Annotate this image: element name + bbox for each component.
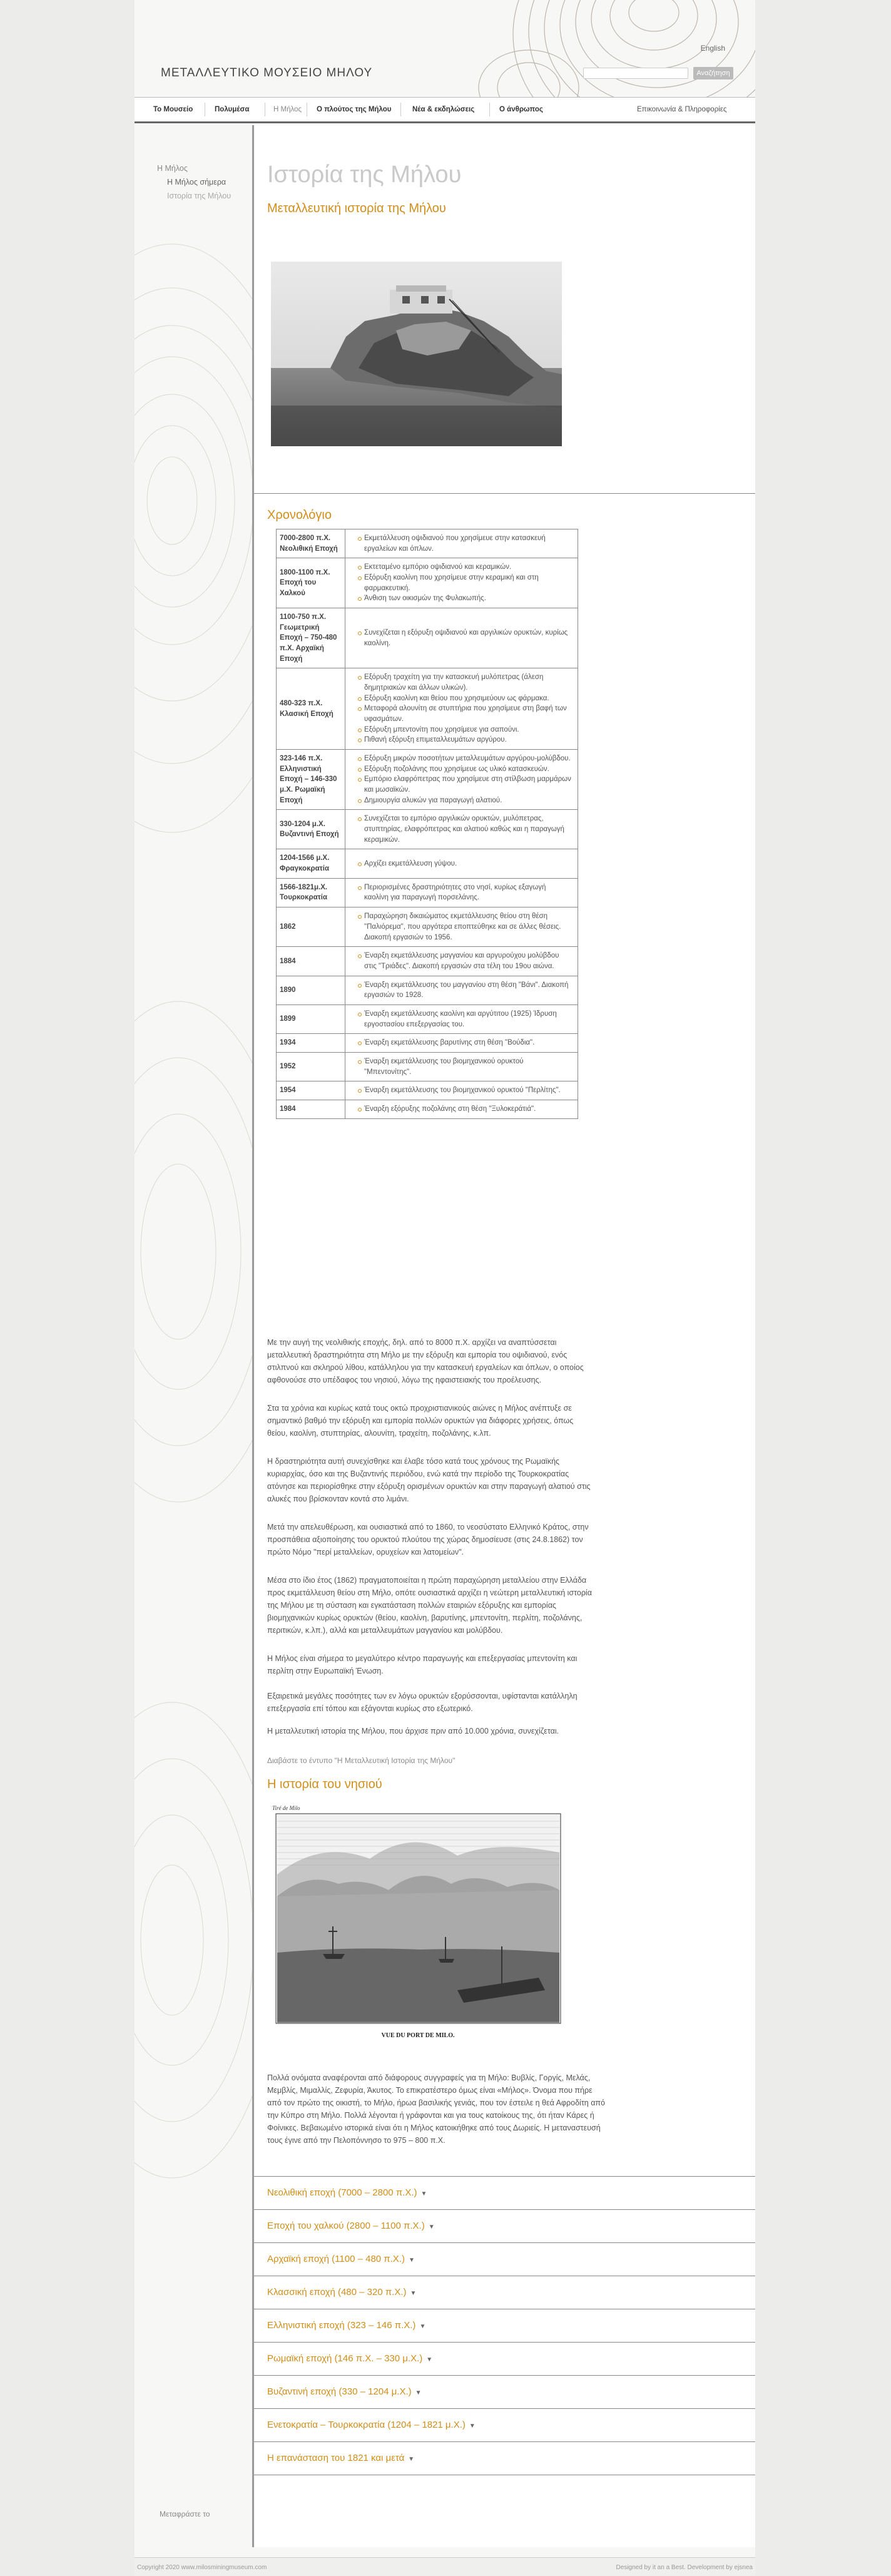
chronology-description (345, 1052, 578, 1081)
accordion-item[interactable] (267, 2343, 743, 2375)
accordion-label: Ρωμαϊκή εποχή (146 π.Χ. – 330 μ.Χ.) (267, 2353, 423, 2364)
engraving-corner-text: Tiré de Milo (272, 1805, 300, 1811)
chronology-description (345, 529, 578, 558)
paragraph: Μετά την απελευθέρωση, και ουσιαστικά από το 1860, το νεοσύστατο Ελληνικό Κράτος, στην προσπάθεια αξιοποίησης του ορυκτού πλούτου της χώρας δημοσίευσε (στις 24.8.1862) τον πρώτο Νόμο "περί μεταλλείων, ορυχείων και λατομείων". (267, 1523, 589, 1556)
chronology-row (277, 810, 578, 849)
sidebar-item-history[interactable]: Ιστορία της Μήλου (167, 192, 232, 200)
chevron-down-icon: ▼ (408, 2456, 415, 2463)
nav-item-museum[interactable]: Το Μουσείο (153, 106, 193, 113)
chronology-table (276, 529, 578, 1119)
chronology-bullet: Εξόρυξη καολίνη που χρησίμευε στην κεραμική και στη φαρμακευτική. (364, 573, 571, 593)
page-title: Ιστορία της Μήλου (267, 161, 462, 188)
chronology-period: 323-146 π.Χ. Ελληνιστική Εποχή – 146-330 μ.Χ. Ρωμαϊκή Εποχή (277, 750, 345, 810)
main-nav (135, 97, 755, 123)
chronology-row (277, 878, 578, 907)
accordion-item[interactable] (267, 2409, 743, 2441)
chronology-row (277, 1004, 578, 1033)
chronology-description (345, 558, 578, 608)
accordion-item[interactable] (267, 2210, 743, 2242)
footer (135, 2557, 755, 2576)
accordion-label: Εποχή του χαλκού (2800 – 1100 π.Χ.) (267, 2221, 425, 2231)
chronology-row (277, 849, 578, 878)
accordion-item[interactable] (267, 2276, 743, 2309)
chronology-row (277, 1052, 578, 1081)
paragraph: Στα τα χρόνια και κυρίως κατά τους οκτώ προχριστιανικούς αιώνες η Μήλος ανέπτυξε σε σημαντικό βαθμό την εξόρυξη και εμπορία πολλών ορυκτών για διάφορες χρήσεις, όπως θείου, καολίνη, στυπτηρίας, αλουνίτη, τραχείτη, ποζολάνης, κ.λπ. (267, 1404, 574, 1438)
accordion-label: Αρχαϊκή εποχή (1100 – 480 π.Χ.) (267, 2254, 405, 2264)
accordion-item[interactable] (267, 2177, 743, 2209)
chronology-description (345, 668, 578, 750)
nav-item-multimedia[interactable]: Πολυμέσα (215, 106, 250, 113)
chronology-bullet: Παραχώρηση δικαιώματος εκμετάλλευσης θείου στη θέση "Παλιόρεμα", που αργότερα εποπτεύθηκε και σε άλλες θέσεις. Διακοπή εργασιών το 1956. (364, 911, 571, 943)
copyright: Copyright 2020 www.milosminingmuseum.com (137, 2564, 267, 2571)
island-paragraph: Πολλά ονόματα αναφέρονται από διάφορους συγγραφείς για τη Μήλο: Βυβλίς, Γοργίς, Μελάς, Μεμβλίς, Μιμαλλίς, Ζεφυρία, Άκυτος. Το επικρατέστερο όμως είναι «Μήλος». Όνομα που πήρε από τον πρώτο της οικιστή, το Μήλο, ήρωα βασιλικής γενιάς, που τον έστειλε η θεά Αφροδίτη από την Κύπρο στη Μήλο. Πολλά λέγονται ή γράφονται και για τους κατοίκους της, ότι ήταν Κάρες ή Φοίνικες. Βεβαιωμένο ιστορικά είναι ότι η Μήλος κατοικήθηκε από τους Δωριείς. Η μεταναστευσή τους έγινε από την Πελοπόννησο το 975 – 800 π.Χ. (267, 2073, 605, 2145)
chronology-bullet: Εκμετάλλευση οψιδιανού που χρησίμευε στην κατασκευή εργαλείων και όπλων. (364, 533, 571, 554)
chronology-period: 1884 (277, 947, 345, 976)
chevron-down-icon: ▼ (426, 2356, 433, 2363)
chronology-bullet: Πιθανή εξόρυξη επιμεταλλευμάτων αργύρου. (364, 735, 571, 745)
accordion-label: Βυζαντινή εποχή (330 – 1204 μ.Χ.) (267, 2386, 412, 2397)
chronology-bullet: Εξόρυξη μπεντονίτη που χρησίμευε για σαπούνι. (364, 725, 571, 735)
search-input[interactable] (583, 68, 688, 79)
chevron-down-icon: ▼ (469, 2423, 476, 2430)
chronology-period: 7000-2800 π.Χ. Νεολιθική Εποχή (277, 529, 345, 558)
nav-item-news[interactable]: Νέα & εκδηλώσεις (412, 106, 475, 113)
engraving-caption: VUE DU PORT DE MILO. (381, 2032, 455, 2039)
chevron-down-icon: ▼ (408, 2257, 415, 2264)
chronology-description (345, 878, 578, 907)
chronology-row (277, 750, 578, 810)
chronology-description (345, 1034, 578, 1053)
chronology-bullet: Εξόρυξη ποζολάνης που χρησίμευε ως υλικό κατασκευών. (364, 764, 571, 775)
chronology-description (345, 608, 578, 668)
sidebar-item-milos-today[interactable]: Η Μήλος σήμερα (167, 178, 227, 187)
accordion-item[interactable] (267, 2309, 743, 2342)
chronology-bullet: Έναρξη εκμετάλλευσης μαγγανίου και αργυρούχου μολύβδου στις "Τριάδες". Διακοπή εργασιών στα τέλη του 19ου αιώνα. (364, 951, 571, 971)
site-title[interactable]: ΜΕΤΑΛΛΕΥΤΙΚΟ ΜΟΥΣΕΙΟ ΜΗΛΟΥ (161, 66, 373, 79)
page (135, 0, 755, 2576)
chronology-bullet: Εξόρυξη μικρών ποσοτήτων μεταλλευμάτων αργύρου-μολύβδου. (364, 754, 571, 764)
chronology-row (277, 608, 578, 668)
chevron-down-icon: ▼ (415, 2389, 422, 2396)
nav-separator (400, 103, 401, 116)
nav-separator (489, 103, 490, 116)
chronology-bullet: Έναρξη εκμετάλλευσης του μαγγανίου στη θέση "Βάνι". Διακοπή εργασιών το 1928. (364, 980, 571, 1001)
chronology-bullet: Άνθιση των οικισμών της Φυλακωπής. (364, 593, 571, 604)
chronology-period: 1984 (277, 1100, 345, 1118)
accordion-item[interactable] (267, 2243, 743, 2276)
nav-item-contact[interactable]: Επικοινωνία & Πληροφορίες (637, 106, 727, 113)
chronology-period: 1890 (277, 976, 345, 1004)
chronology-row (277, 907, 578, 947)
chronology-bullet: Εμπόριο ελαφρόπετρας που χρησίμευε στη στίλβωση μαρμάρων και μωσαϊκών. (364, 774, 571, 795)
chronology-bullet: Εκτεταμένο εμπόριο οψιδιανού και κεραμικών. (364, 562, 571, 573)
chronology-description (345, 1081, 578, 1100)
sidebar-item-milos[interactable]: Η Μήλος (157, 164, 188, 173)
chronology-row (277, 1100, 578, 1118)
accordion-label: Ελληνιστική εποχή (323 – 146 π.Χ.) (267, 2320, 416, 2331)
chevron-down-icon: ▼ (420, 2190, 427, 2197)
chronology-period: 1934 (277, 1034, 345, 1053)
chronology-description (345, 976, 578, 1004)
photo-mining-building (271, 262, 562, 446)
chronology-bullet: Έναρξη εκμετάλλευσης βαρυτίνης στη θέση "Βούδια". (364, 1038, 571, 1048)
brochure-link[interactable]: Διαβάστε το έντυπο "Η Μεταλλευτική Ιστορία της Μήλου" (267, 1756, 456, 1765)
chronology-period: 1566-1821μ.Χ. Τουρκοκρατία (277, 878, 345, 907)
accordion-item[interactable] (267, 2376, 743, 2408)
chronology-row (277, 529, 578, 558)
chronology-bullet: Αρχίζει εκμετάλλευση γύψου. (364, 859, 571, 869)
sidebar (135, 125, 252, 2576)
chronology-bullet: Συνεχίζεται η εξόρυξη οψιδιανού και αργιλικών ορυκτών, κυρίως καολίνη. (364, 628, 571, 648)
credits[interactable]: Designed by it an a Best. Development by ejsnea (616, 2564, 753, 2571)
chronology-period: 1100-750 π.Χ. Γεωμετρική Εποχή – 750-480 π.Χ. Αρχαϊκή Εποχή (277, 608, 345, 668)
paragraph: Η μεταλλευτική ιστορία της Μήλου, που άρχισε πριν από 10.000 χρόνια, συνεχίζεται. (267, 1727, 559, 1735)
accordion-label: Ενετοκρατία – Τουρκοκρατία (1204 – 1821 μ.Χ.) (267, 2420, 466, 2430)
chronology-period: 1954 (277, 1081, 345, 1100)
chronology-period: 480-323 π.Χ. Κλασική Εποχή (277, 668, 345, 750)
chevron-down-icon: ▼ (428, 2224, 435, 2231)
paragraph: Εξαιρετικά μεγάλες ποσότητες των εν λόγω ορυκτών εξορύσσονται, υφίστανται κατάλληλη επεξεργασία επί τόπου και εξάγονται κυρίως στο εξωτερικό. (267, 1692, 578, 1713)
chronology-row (277, 976, 578, 1004)
chronology-period: 1204-1566 μ.Χ. Φραγκοκρατία (277, 849, 345, 878)
accordion-label: Κλασσική εποχή (480 – 320 π.Χ.) (267, 2287, 407, 2297)
chronology-bullet: Έναρξη εξόρυξης ποζολάνης στη θέση "Ξυλοκεράτιά". (364, 1104, 571, 1115)
nav-item-people[interactable]: Ο άνθρωπος (499, 106, 543, 113)
contour-decoration (135, 125, 252, 2378)
main-content (252, 125, 755, 2547)
header (135, 0, 755, 97)
paragraph: Μέσα στο ίδιο έτος (1862) πραγματοποιείται η πρώτη παραχώρηση μεταλλείου στην Ελλάδα προς εκμετάλλευση θείου στη Μήλο, οπότε ουσιαστικά αρχίζει η νεώτερη μεταλλευτική ιστορία της Μήλου με τη σύσταση και εγκατάσταση πολλών εταιριών εξόρυξης και εμπορίας βιομηχανικών κυρίως ορυκτών (θείου, καολίνη, βαρυτίνης, μπεντονίτη, περλίτη, ποζολάνης, περιτικών, κ.λπ.), αλλά και μεταλλευμάτων μαγγανίου και μολύβδου. (267, 1576, 592, 1635)
chronology-bullet: Εξόρυξη καολίνη και θείου που χρησιμεύουν ως φάρμακα. (364, 693, 571, 704)
search-button[interactable]: Αναζήτηση (693, 67, 733, 79)
chronology-bullet: Συνεχίζεται το εμπόριο αργιλικών ορυκτών, μυλόπετρας, στυπτηρίας, ελαφρόπετρας και αλατιού καθώς και η παραγωγή κεραμικών. (364, 814, 571, 845)
paragraph: Με την αυγή της νεολιθικής εποχής, δηλ. από το 8000 π.Χ. αρχίζει να αναπτύσσεται μεταλλευτική δραστηριότητα στη Μήλο με την εξόρυξη και εμπορία του οψιδιανού, ενός στιλπνού και σκληρού λίθου, κατάλληλου για την κατασκευή εργαλείων και όπλων, ο οποίος αφθονούσε στο υπέδαφος του νησιού, λόγω της ηφαιστειακής του προέλευσης. (267, 1338, 584, 1384)
chronology-bullet: Μεταφορά αλουνίτη σε στυπτήρια που χρησίμευε στη βαφή των υφασμάτων. (364, 703, 571, 724)
chronology-description (345, 849, 578, 878)
chronology-period: 1952 (277, 1052, 345, 1081)
language-link[interactable]: English (700, 44, 725, 53)
page-subtitle: Μεταλλευτική ιστορία της Μήλου (267, 202, 446, 215)
content-border (252, 125, 254, 2547)
chronology-row (277, 947, 578, 976)
chronology-description (345, 1100, 578, 1118)
chronology-period: 1899 (277, 1004, 345, 1033)
chronology-bullet: Περιορισμένες δραστηριότητες στο νησί, κυρίως εξαγωγή καολίνη για παραγωγή πορσελάνης. (364, 882, 571, 903)
paragraph: Η δραστηριότητα αυτή συνεχίσθηκε και έλαβε τόσο κατά τους χρόνους της Ρωμαϊκής κυριαρχίας, όσο και της Βυζαντινής περιόδου, ενώ κατά την περίοδο της Τουρκοκρατίας ατόνησε και περιορίσθηκε στην εξόρυξη ορισμένων ορυκτών και στην παραγωγή αλατιού στις αλυκές που βρίσκονταν κοντά στο λιμάνι. (267, 1457, 591, 1503)
accordion-item[interactable] (267, 2442, 743, 2475)
chronology-description (345, 947, 578, 976)
paragraph: Η Μήλος είναι σήμερα το μεγαλύτερο κέντρο παραγωγής και επεξεργασίας μπεντονίτη και περλίτη στην Ευρωπαϊκή Ένωση. (267, 1654, 578, 1675)
chronology-description (345, 907, 578, 947)
translate-link[interactable]: Μεταφράστε το (160, 2510, 210, 2518)
accordion-label: Η επανάσταση του 1821 και μετά (267, 2453, 405, 2463)
chronology-period: 1800-1100 π.Χ. Εποχή του Χαλκού (277, 558, 345, 608)
chronology-row (277, 668, 578, 750)
chronology-description (345, 750, 578, 810)
chronology-period: 330-1204 μ.Χ. Βυζαντινή Εποχή (277, 810, 345, 849)
chronology-heading: Χρονολόγιο (267, 508, 332, 522)
nav-item-milos[interactable]: Η Μήλος (273, 106, 302, 113)
chronology-bullet: Δημιουργία αλυκών για παραγωγή αλατιού. (364, 795, 571, 806)
island-history-heading: Η ιστορία του νησιού (267, 1777, 382, 1791)
chronology-description (345, 1004, 578, 1033)
engraving-port-of-milo (270, 1802, 567, 2043)
accordion-label: Νεολιθική εποχή (7000 – 2800 π.Χ.) (267, 2187, 417, 2198)
chronology-bullet: Έναρξη εκμετάλλευσης καολίνη και αργύτιτου (1925) Ίδρυση εργοστασίου επεξεργασίας του. (364, 1009, 571, 1030)
chronology-bullet: Εξόρυξη τραχείτη για την κατασκευή μυλόπετρας (άλεση δημητριακών και άλλων υλικών). (364, 672, 571, 693)
chronology-row (277, 558, 578, 608)
chronology-bullet: Έναρξη εκμετάλλευσης του βιομηχανικού ορυκτού "Μπεντονίτης". (364, 1056, 571, 1077)
chevron-down-icon: ▼ (410, 2290, 417, 2297)
chronology-description (345, 810, 578, 849)
divider (252, 493, 755, 494)
chronology-row (277, 1081, 578, 1100)
nav-item-wealth[interactable]: Ο πλούτος της Μήλου (317, 106, 392, 113)
chronology-period: 1862 (277, 907, 345, 947)
chronology-row (277, 1034, 578, 1053)
chronology-bullet: Έναρξη εκμετάλλευσης του βιομηχανικού ορυκτού "Περλίτης". (364, 1085, 571, 1096)
chevron-down-icon: ▼ (419, 2323, 426, 2330)
